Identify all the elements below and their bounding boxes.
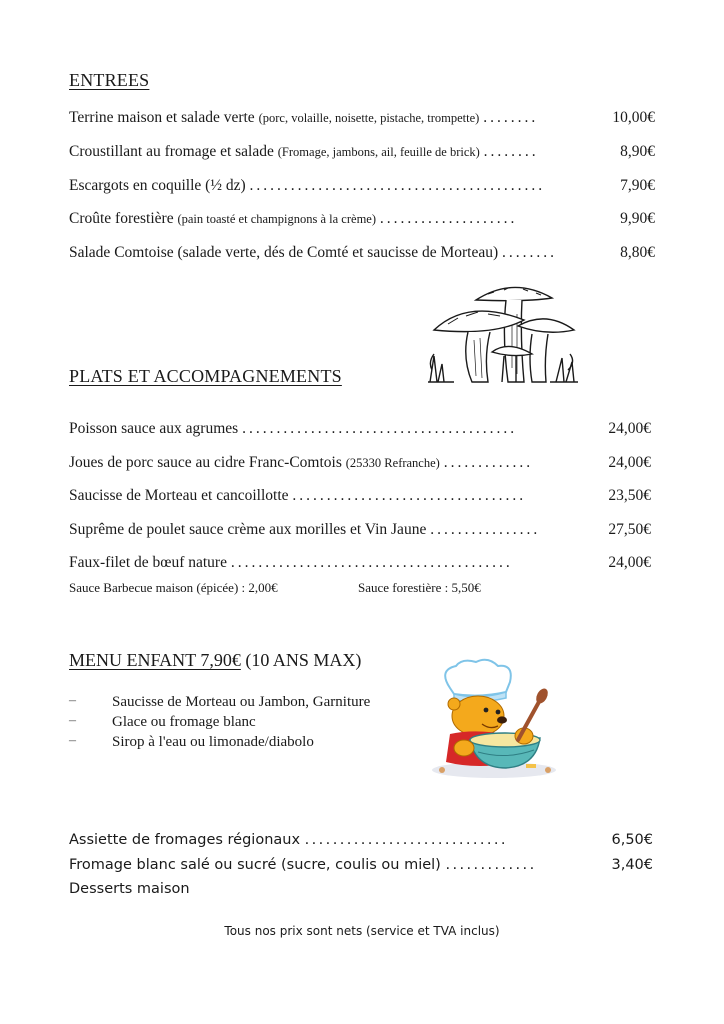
dot-leader: ............................. [304,832,508,848]
menu-item [69,209,517,229]
item-name: Fromage blanc salé ou sucré (sucre, coulis ou miel) [69,857,441,873]
item-name: Escargots en coquille (½ dz) [69,177,246,194]
list-item: Glace ou fromage blanc [112,714,256,730]
item-price: 24,00€ [608,420,651,437]
item-price: 27,50€ [608,521,651,538]
item-desc: (porc, volaille, noisette, pistache, trompette) [258,111,480,125]
menu-item [69,520,540,540]
menu-item [69,176,545,196]
item-price: 24,00€ [608,554,651,571]
entrees-heading: ENTREES [69,70,150,90]
item-price: 7,90€ [620,177,655,194]
item-name: Saucisse de Morteau et cancoillotte [69,487,289,504]
item-name: Faux-filet de bœuf nature [69,554,227,571]
list-dash: – [69,693,76,708]
item-desc: (Fromage, jambons, ail, feuille de brick) [277,145,480,159]
sauce-bbq: Sauce Barbecue maison (épicée) : 2,00€ [69,580,278,595]
menu-item [69,108,538,128]
fromage-item [69,829,508,851]
item-name: Terrine maison et salade verte [69,109,255,126]
item-name: Assiette de fromages régionaux [69,832,301,848]
enfant-title: MENU ENFANT 7,90€ [69,650,241,670]
list-item: Sirop à l'eau ou limonade/diabolo [112,734,314,750]
chef-bear-illustration [428,658,562,782]
dot-leader: ............. [445,857,537,873]
item-name: Joues de porc sauce au cidre Franc-Comtois [69,454,342,471]
menu-item [69,243,557,263]
dessert-item: Desserts maison [69,881,190,897]
dot-leader: ........ [483,143,539,160]
item-price: 9,90€ [620,210,655,227]
item-name: Croûte forestière [69,210,174,227]
item-name: Salade Comtoise (salade verte, dés de Comté et saucisse de Morteau) [69,244,499,261]
item-price: 24,00€ [608,454,651,471]
menu-item [69,553,513,573]
menu-item [69,142,539,162]
item-price: 3,40€ [611,857,653,873]
dot-leader: .................... [379,210,518,227]
mushroom-illustration [428,278,578,390]
list-dash: – [69,713,76,728]
item-price: 23,50€ [608,487,651,504]
enfant-heading [69,650,361,671]
sauce-forestiere: Sauce forestière : 5,50€ [358,580,481,595]
menu-item [69,486,526,506]
list-dash: – [69,733,76,748]
menu-item [69,453,533,473]
item-price: 6,50€ [611,832,653,848]
dot-leader: .................................. [292,487,527,504]
plats-heading: PLATS ET ACCOMPAGNEMENTS [69,366,342,386]
item-desc: (25330 Refranche) [345,456,440,470]
dot-leader: ......................................... [230,554,513,571]
list-item: Saucisse de Morteau ou Jambon, Garniture [112,694,371,710]
dot-leader: ........ [502,244,558,261]
fromage-item [69,854,537,876]
item-desc: (pain toasté et champignons à la crème) [177,212,376,226]
item-price: 8,80€ [620,244,655,261]
dot-leader: ............. [443,454,534,471]
enfant-subtitle: (10 ANS MAX) [245,650,362,670]
item-name: Poisson sauce aux agrumes [69,420,239,437]
item-name: Suprême de poulet sauce crème aux morilles et Vin Jaune [69,521,427,538]
item-name: Croustillant au fromage et salade [69,143,274,160]
dot-leader: ........................................ [242,420,518,437]
dot-leader: ........................................... [249,177,546,194]
menu-item [69,419,517,439]
dot-leader: ........ [483,109,539,126]
item-price: 10,00€ [612,109,655,126]
item-price: 8,90€ [620,143,655,160]
dot-leader: ................ [430,521,541,538]
price-footnote: Tous nos prix sont nets (service et TVA inclus) [224,924,500,938]
